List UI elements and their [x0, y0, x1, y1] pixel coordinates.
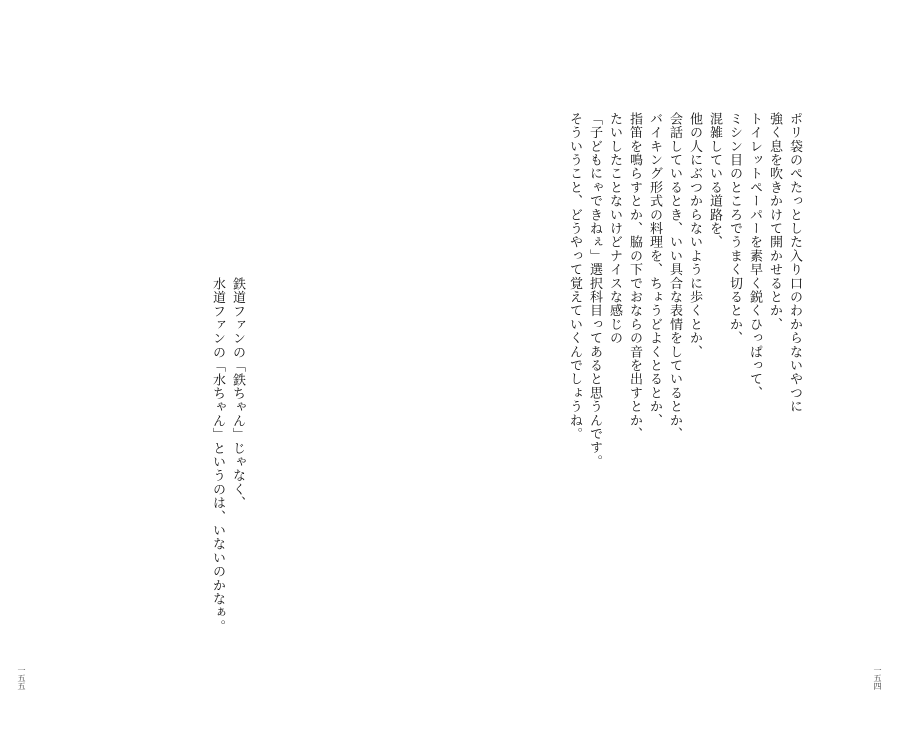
text-line: そういうこと、どうやって覚えていくんでしょうね。: [567, 112, 582, 441]
text-line: 強く息を吹きかけて開かせるとか、: [767, 112, 782, 332]
text-line: トイレットペーパーを素早く鋭くひっぱって、: [747, 112, 762, 400]
right-page-text: [564, 112, 804, 632]
text-line: 他の人にぶつからないように歩くとか、: [687, 112, 702, 359]
text-line: 水道ファンの「水ちゃん」というのは、いないのかなぁ。: [210, 277, 225, 634]
text-line: たいしたことないけどナイスな感じの: [607, 112, 622, 345]
text-line: 会話しているとき、いい具合な表情をしているとか、: [667, 112, 682, 441]
page-number-left: 一五五: [17, 666, 26, 690]
page-number-right: 一五四: [873, 666, 882, 690]
text-line: 混雑している道路を、: [707, 112, 722, 249]
text-line: 指笛を鳴らすとか、脇の下でおならの音を出すとか、: [627, 112, 642, 441]
text-line: 「子どもにゃできねぇ」選択科目ってあると思うんです。: [587, 112, 602, 469]
text-line: ミシン目のところでうまく切るとか、: [727, 112, 742, 345]
text-line: ポリ袋のぺたっとした入り口のわからないやつに: [787, 112, 802, 414]
left-page-text: [207, 277, 247, 634]
text-line: 鉄道ファンの「鉄ちゃん」じゃなく、: [230, 277, 245, 510]
text-line: バイキング形式の料理を、ちょうどよくとるとか、: [647, 112, 662, 428]
